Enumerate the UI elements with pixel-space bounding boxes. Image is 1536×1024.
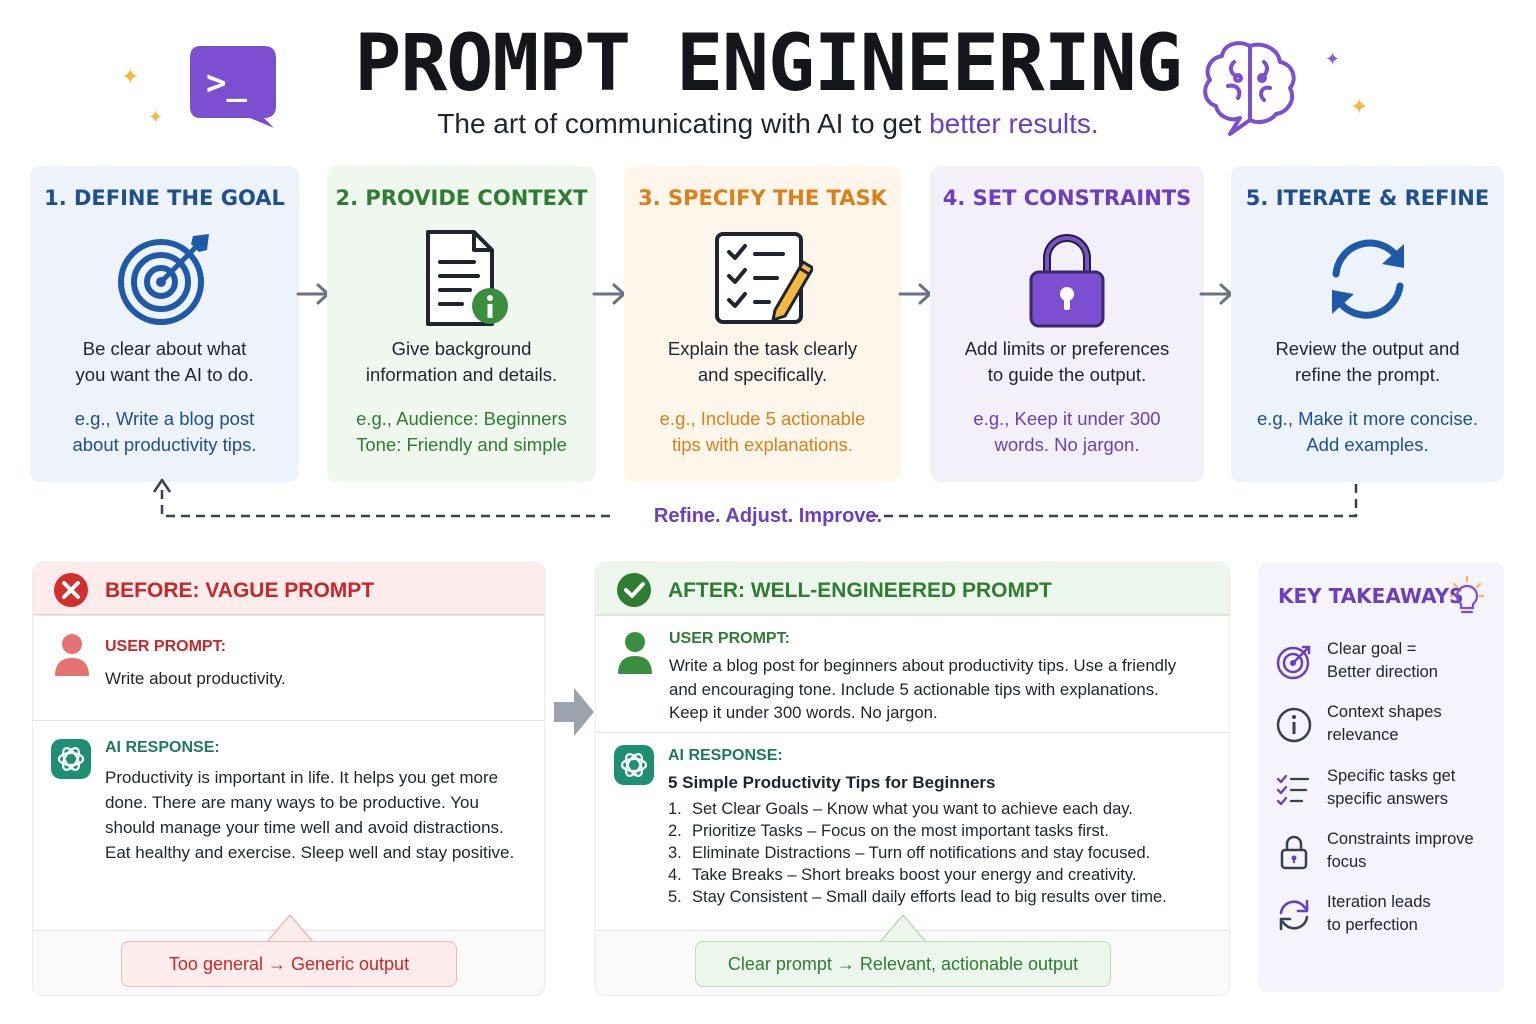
step-description xyxy=(940,336,1194,388)
step-card-set-constraints xyxy=(930,166,1204,482)
takeaway-line: Specific tasks get xyxy=(1327,767,1456,785)
desc-line: Give background xyxy=(391,338,532,359)
step-example xyxy=(337,406,586,458)
example-line: e.g., Make it more concise. xyxy=(1256,408,1479,429)
takeaway-line: Context shapes xyxy=(1327,703,1442,721)
after-user-section xyxy=(596,615,1229,733)
terminal-glyph: >_ xyxy=(206,63,247,103)
step-title: 1. DEFINE THE GOAL xyxy=(44,186,285,210)
ai-response-heading: 5 Simple Productivity Tips for Beginners xyxy=(668,773,996,792)
example-line: e.g., Write a blog post xyxy=(74,408,255,429)
takeaway-line: Clear goal = xyxy=(1327,640,1417,658)
tip-number: 5. xyxy=(668,888,682,906)
lightbulb-icon xyxy=(1450,576,1484,616)
step-description xyxy=(1241,336,1494,388)
ai-response-label: AI RESPONSE: xyxy=(668,747,783,764)
example-line: about productivity tips. xyxy=(72,434,257,455)
step-example xyxy=(634,406,891,458)
before-panel xyxy=(32,562,545,996)
callout-pointer xyxy=(267,913,313,943)
list-item xyxy=(668,842,1167,864)
takeaway-line: to perfection xyxy=(1327,916,1418,934)
step-card-iterate-refine xyxy=(1231,166,1504,482)
refresh-icon xyxy=(1276,897,1312,933)
step-description xyxy=(40,336,289,388)
after-title: AFTER: WELL-ENGINEERED PROMPT xyxy=(668,579,1052,602)
takeaway-text xyxy=(1327,891,1497,937)
before-header xyxy=(33,563,544,615)
user-prompt-text xyxy=(669,654,1176,725)
list-item xyxy=(668,864,1167,886)
tip-text: Set Clear Goals – Know what you want to achieve each day. xyxy=(692,800,1133,818)
desc-line: you want the AI to do. xyxy=(75,364,254,385)
after-panel xyxy=(595,562,1230,996)
sparkle-icon: ✦ xyxy=(1325,49,1341,69)
ai-logo-icon xyxy=(51,739,91,779)
example-line: Tone: Friendly and simple xyxy=(356,434,567,455)
list-item xyxy=(668,886,1167,908)
step-card-define-goal xyxy=(30,166,299,482)
step-description xyxy=(337,336,586,388)
takeaway-line: relevance xyxy=(1327,726,1399,744)
step-title: 5. ITERATE & REFINE xyxy=(1245,186,1490,210)
step-title: 2. PROVIDE CONTEXT xyxy=(335,186,588,210)
tip-number: 1. xyxy=(668,800,682,818)
lock-icon xyxy=(1276,834,1312,870)
user-prompt-label: USER PROMPT: xyxy=(105,638,226,655)
ai-response-text xyxy=(105,765,514,865)
user-prompt-label: USER PROMPT: xyxy=(669,630,790,647)
page-subtitle xyxy=(0,108,1536,140)
example-line: words. No jargon. xyxy=(994,434,1140,455)
arrow-right-icon xyxy=(552,686,596,738)
arrow-right-icon xyxy=(592,282,628,306)
example-line: e.g., Audience: Beginners xyxy=(356,408,567,429)
response-line: done. There are many ways to be productive. You xyxy=(105,793,479,812)
step-card-specify-task xyxy=(624,166,901,482)
takeaway-text xyxy=(1327,701,1497,747)
takeaway-line: specific answers xyxy=(1327,790,1449,808)
arrow-right-icon xyxy=(1199,282,1235,306)
desc-line: and specifically. xyxy=(697,364,828,385)
list-item xyxy=(668,798,1167,820)
lock-icon xyxy=(1017,228,1117,328)
info-icon xyxy=(1276,707,1312,743)
user-prompt-text: Write about productivity. xyxy=(105,669,286,688)
takeaway-item xyxy=(1276,638,1496,688)
subtitle-highlight: better results. xyxy=(929,108,1099,139)
example-line: e.g., Include 5 actionable xyxy=(659,408,866,429)
ai-tips-list xyxy=(668,798,1167,908)
arrow-right-icon xyxy=(898,282,934,306)
example-line: e.g., Keep it under 300 xyxy=(973,408,1161,429)
step-example xyxy=(1241,406,1494,458)
takeaway-item xyxy=(1276,701,1496,751)
after-result-badge: Clear prompt → Relevant, actionable output xyxy=(695,941,1111,987)
takeaway-line: Iteration leads xyxy=(1327,893,1431,911)
brain-chat-icon xyxy=(1198,38,1302,138)
key-takeaways-panel xyxy=(1258,562,1504,992)
tip-number: 3. xyxy=(668,844,682,862)
example-line: Add examples. xyxy=(1306,434,1429,455)
before-title: BEFORE: VAGUE PROMPT xyxy=(105,579,375,602)
takeaway-text xyxy=(1327,638,1497,684)
takeaways-title: KEY TAKEAWAYS xyxy=(1278,584,1464,608)
sparkle-icon: ✦ xyxy=(148,107,164,127)
subtitle-text: The art of communicating with AI to get xyxy=(437,108,930,139)
step-example xyxy=(40,406,289,458)
prompt-line: Write a blog post for beginners about productivity tips. Use a friendly xyxy=(669,656,1177,675)
takeaway-line: Constraints improve xyxy=(1327,830,1474,848)
tip-number: 2. xyxy=(668,822,682,840)
takeaway-item xyxy=(1276,765,1496,815)
refresh-icon xyxy=(1318,228,1418,328)
check-circle-icon xyxy=(616,572,652,608)
response-line: Eat healthy and exercise. Sleep well and stay positive. xyxy=(105,843,515,862)
prompt-line: and encouraging tone. Include 5 actionable tips with explanations. xyxy=(669,679,1159,699)
tip-number: 4. xyxy=(668,866,682,884)
response-line: Productivity is important in life. It helps you get more xyxy=(105,768,499,787)
ai-logo-icon xyxy=(614,745,654,785)
desc-line: to guide the output. xyxy=(987,364,1147,385)
x-circle-icon xyxy=(53,572,89,608)
tip-text: Take Breaks – Short breaks boost your energy and creativity. xyxy=(692,866,1137,884)
document-info-icon xyxy=(412,228,512,328)
desc-line: Explain the task clearly xyxy=(667,338,858,359)
takeaway-item xyxy=(1276,891,1496,941)
step-description xyxy=(634,336,891,388)
example-line: tips with explanations. xyxy=(672,434,853,455)
list-item xyxy=(668,820,1167,842)
step-card-provide-context xyxy=(327,166,596,482)
desc-line: Review the output and xyxy=(1275,338,1460,359)
before-result-badge: Too general → Generic output xyxy=(121,941,457,987)
after-header xyxy=(596,563,1229,615)
sparkle-icon: ✦ xyxy=(1350,94,1369,119)
desc-line: Add limits or preferences xyxy=(964,338,1170,359)
target-icon xyxy=(1276,644,1312,680)
takeaway-item xyxy=(1276,828,1496,878)
page-title: PROMPT ENGINEERING xyxy=(354,19,1182,109)
user-avatar-icon xyxy=(616,630,654,674)
user-avatar-icon xyxy=(53,632,91,676)
prompt-line: Keep it under 300 words. No jargon. xyxy=(669,703,938,722)
callout-pointer xyxy=(880,913,926,943)
target-icon xyxy=(115,228,215,328)
takeaway-line: focus xyxy=(1327,853,1367,871)
sparkle-icon: ✦ xyxy=(121,64,140,89)
ai-response-label: AI RESPONSE: xyxy=(105,739,220,756)
checklist-icon xyxy=(1276,771,1312,807)
step-example xyxy=(940,406,1194,458)
tip-text: Prioritize Tasks – Focus on the most important tasks first. xyxy=(692,822,1109,840)
tip-text: Stay Consistent – Small daily efforts lead to big results over time. xyxy=(692,888,1167,906)
before-user-section xyxy=(33,615,544,721)
response-line: should manage your time well and avoid distractions. xyxy=(105,818,504,837)
takeaway-text xyxy=(1327,765,1497,811)
takeaway-text xyxy=(1327,828,1497,874)
tip-text: Eliminate Distractions – Turn off notifications and stay focused. xyxy=(692,844,1151,862)
desc-line: Be clear about what xyxy=(82,338,247,359)
step-title: 3. SPECIFY THE TASK xyxy=(638,186,887,210)
desc-line: information and details. xyxy=(365,364,558,385)
checklist-pencil-icon xyxy=(713,228,813,328)
before-ai-section xyxy=(33,721,544,931)
takeaway-line: Better direction xyxy=(1327,663,1438,681)
loop-label: Refine. Adjust. Improve. xyxy=(653,505,883,527)
step-title: 4. SET CONSTRAINTS xyxy=(942,186,1192,210)
desc-line: refine the prompt. xyxy=(1295,364,1440,385)
